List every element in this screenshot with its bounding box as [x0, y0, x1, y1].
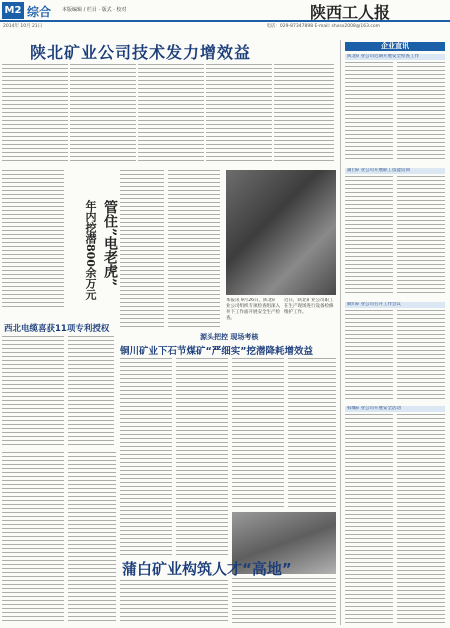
- newspaper-name: 陕西工人报: [309, 3, 390, 22]
- article-text: [232, 578, 336, 624]
- date-bar: [0, 22, 450, 30]
- article-text: [168, 170, 220, 330]
- photo-inspection: [226, 170, 336, 295]
- photo-caption-2: 近日，陕北矿业公司职工在生产现场进行设备检修维护工作。: [284, 298, 334, 315]
- contact-info: 电话：029-87347898 E-mail: shxsx2008@163.com: [266, 24, 380, 29]
- issue-date: 2014年 10月 21日: [3, 24, 43, 29]
- bottom-headline: 蒲白矿业构筑人才“高地”: [122, 560, 292, 578]
- article-text: [68, 452, 116, 624]
- article-text: [2, 452, 64, 624]
- article-text: [2, 336, 64, 446]
- right-item-title-1: 陕北矿业公司近期开展安全检查工作: [345, 54, 445, 60]
- article-text: [397, 62, 445, 162]
- left-item-headline: 西北电缆喜获11项专利授权: [4, 324, 110, 334]
- main-headline: 陕北矿业公司技术发力增效益: [30, 43, 252, 62]
- photo-caption-1: 本报讯 9月26日，陕北矿业公司组织专项检查组深入井下工作面开展安全生产检查。: [226, 298, 280, 321]
- article-text: [206, 64, 272, 164]
- article-text: [397, 414, 445, 624]
- article-text: [397, 310, 445, 400]
- article-text: [345, 310, 393, 400]
- article-text: [2, 64, 68, 164]
- article-text: [120, 170, 164, 330]
- article-text: [288, 358, 336, 508]
- article-text: [68, 336, 114, 446]
- page-badge: M2: [2, 2, 24, 19]
- article-text: [232, 358, 284, 508]
- article-text: [176, 358, 228, 558]
- article-text: [345, 176, 393, 296]
- right-item-title-3: 铜川矿业公司召开工作会议: [345, 302, 445, 308]
- right-item-title-4: 韩城矿业公司开展安全活动: [345, 406, 445, 412]
- column-divider: [340, 40, 341, 625]
- article-text: [138, 64, 204, 164]
- section-title: 综合: [27, 5, 52, 19]
- editor-meta: 本版编辑 / 栏目 · 版式 · 校对: [62, 7, 127, 13]
- article-text: [345, 414, 393, 624]
- article-text: [2, 170, 64, 310]
- article-text: [397, 176, 445, 296]
- right-item-title-2: 蒲白矿业公司开展职工技能培训: [345, 168, 445, 174]
- article-text: [345, 62, 393, 162]
- vertical-headline-2: 年内挖潜800余万元: [84, 200, 97, 300]
- article-text: [120, 358, 172, 558]
- article-text: [274, 64, 334, 164]
- article-text: [70, 64, 136, 164]
- vertical-headline-1: 管住”电老虎”: [102, 200, 118, 287]
- article-text: [120, 580, 228, 624]
- right-column-header: 企业直讯: [345, 42, 445, 51]
- masthead: [0, 0, 450, 22]
- mid-subheadline: 源头把控 现场考核: [200, 333, 259, 341]
- mid-headline: 铜川矿业下石节煤矿“严细实”挖潜降耗增效益: [120, 346, 313, 357]
